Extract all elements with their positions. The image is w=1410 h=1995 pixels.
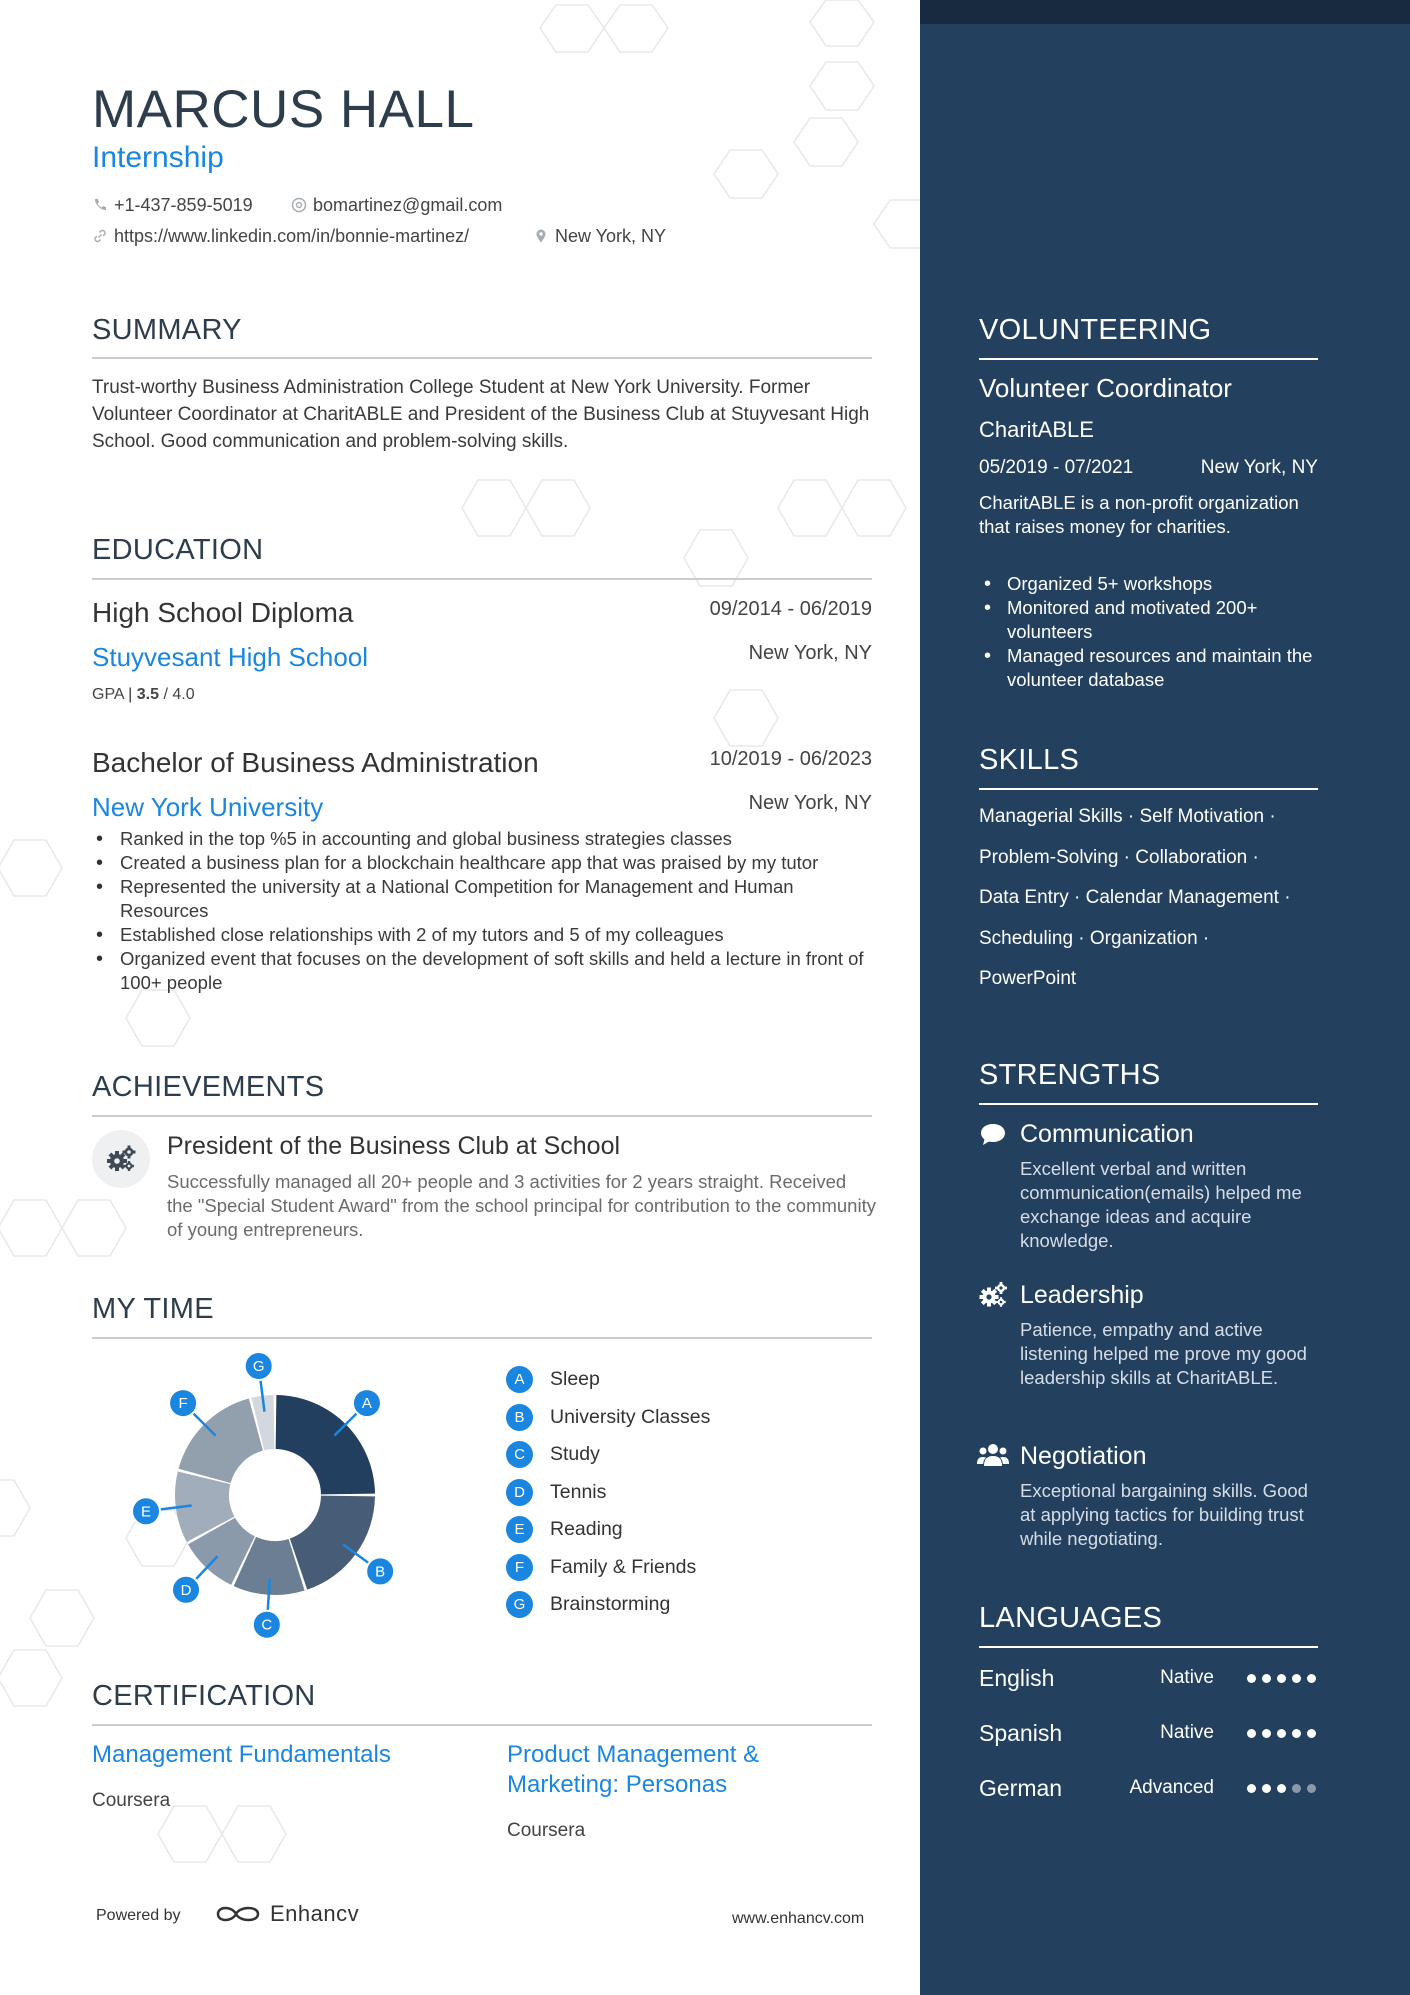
legend-item [506, 1586, 806, 1624]
legend-badge: F [506, 1554, 533, 1581]
speech-bubble-icon [979, 1122, 1007, 1148]
strength-title: Negotiation [1020, 1442, 1147, 1470]
volunteer-org: CharitABLE [979, 417, 1094, 442]
legend-badge: G [506, 1591, 533, 1618]
strength-description: Exceptional bargaining skills. Good at applying tactics for building trust while negotiating. [1020, 1480, 1308, 1549]
volunteer-role: Volunteer Coordinator [979, 373, 1232, 403]
skills-line: Scheduling · Organization · [979, 927, 1210, 949]
phone-contact [92, 193, 253, 217]
donut-slice-b [290, 1496, 375, 1590]
skills-heading: SKILLS [979, 744, 1080, 776]
achievement-description: Successfully managed all 20+ people and 3 activities for 2 years straight. Received the "Special Student Award" from the school principal for contribution to the community of young entrepreneurs. [167, 1171, 876, 1240]
legend-item [506, 1399, 806, 1437]
donut-label-text: A [361, 1395, 372, 1413]
language-name: German [979, 1775, 1063, 1801]
legend-item [506, 1474, 806, 1512]
legend-label: Study [550, 1443, 600, 1466]
skills-line: Managerial Skills · Self Motivation · [979, 806, 1276, 827]
email-text[interactable]: bomartinez@gmail.com [313, 195, 503, 215]
legend-label: Sleep [550, 1368, 600, 1391]
education-dates: 09/2014 - 06/2019 [709, 598, 872, 620]
skills-line: Problem-Solving · Collaboration · [979, 846, 1259, 868]
linkedin-contact [92, 224, 469, 248]
enhancv-logo[interactable] [214, 1901, 359, 1927]
gears-icon [977, 1280, 1009, 1310]
language-level: Native [1160, 1667, 1214, 1688]
volunteering-divider [979, 358, 1318, 360]
email-contact [291, 193, 502, 217]
gpa-label: GPA [92, 686, 124, 703]
sidebar [920, 0, 1410, 1995]
education-dates: 10/2019 - 06/2023 [709, 748, 872, 770]
education-school: New York University [92, 792, 324, 822]
cert-issuer: Coursera [507, 1820, 586, 1841]
language-level: Native [1160, 1722, 1214, 1743]
strength-description: Excellent verbal and written communication(emails) helped me exchange ideas and acquire knowledge. [1020, 1158, 1302, 1251]
language-name: Spanish [979, 1720, 1063, 1746]
location-pin-icon [533, 228, 549, 244]
cert-title: Management Fundamentals [92, 1741, 391, 1768]
legend-label: University Classes [550, 1405, 711, 1428]
list-item: • Organized 5+ workshops [979, 572, 1319, 596]
link-icon [92, 228, 108, 244]
phone-icon [92, 197, 108, 213]
language-rating [1247, 1663, 1316, 1693]
strengths-divider [979, 1103, 1318, 1105]
list-item: • Ranked in the top %5 in accounting and global business strategies classes [92, 827, 882, 851]
time-legend [506, 1361, 806, 1624]
legend-badge: C [506, 1441, 533, 1468]
cert-issuer: Coursera [92, 1790, 171, 1811]
list-item: • Monitored and motivated 200+ volunteers [979, 596, 1319, 644]
skills-line: Data Entry · Calendar Management · [979, 887, 1291, 908]
rating-dot-filled [1262, 1729, 1271, 1738]
strength-title: Communication [1020, 1120, 1194, 1148]
education-degree: High School Diploma [92, 597, 354, 628]
rating-dot-filled [1277, 1674, 1286, 1683]
volunteer-description: CharitABLE is a non-profit organization that raises money for charities. [979, 492, 1299, 537]
legend-label: Tennis [550, 1480, 607, 1503]
donut-label-text: E [141, 1503, 152, 1521]
people-icon [977, 1442, 1009, 1470]
rating-dot-filled [1247, 1729, 1256, 1738]
legend-item [506, 1549, 806, 1587]
my-time-heading: MY TIME [92, 1293, 214, 1325]
strength-description: Patience, empathy and active listening helped me prove my good leadership skills at CharitABLE. [1020, 1319, 1307, 1388]
location-text: New York, NY [555, 226, 667, 246]
rating-dot-filled [1262, 1784, 1271, 1793]
skills-list [979, 797, 1318, 1000]
education-bullets [92, 827, 882, 995]
gpa: GPA | 3.5 / 4.0 [92, 686, 195, 703]
rating-dot-filled [1277, 1729, 1286, 1738]
donut-label-text: G [252, 1358, 265, 1376]
skills-divider [979, 788, 1318, 790]
gpa-max: / 4.0 [163, 686, 195, 703]
education-school: Stuyvesant High School [92, 642, 369, 672]
list-item: • Managed resources and maintain the volunteer database [979, 644, 1319, 692]
education-divider [92, 578, 872, 580]
my-time-divider [92, 1337, 872, 1339]
summary-divider [92, 357, 872, 359]
powered-by-text: Powered by [96, 1907, 181, 1924]
legend-item [506, 1511, 806, 1549]
rating-dot-filled [1247, 1674, 1256, 1683]
rating-dot-filled [1247, 1784, 1256, 1793]
rating-dot-filled [1292, 1674, 1301, 1683]
rating-dot-filled [1307, 1729, 1316, 1738]
education-degree: Bachelor of Business Administration [92, 747, 539, 778]
candidate-name: MARCUS HALL [92, 80, 475, 139]
legend-badge: B [506, 1404, 533, 1431]
legend-badge: A [506, 1366, 533, 1393]
donut-label-text: C [261, 1616, 273, 1634]
languages-heading: LANGUAGES [979, 1602, 1163, 1634]
achievements-divider [92, 1115, 872, 1117]
achievement-title: President of the Business Club at School [167, 1132, 621, 1160]
at-icon [291, 197, 307, 213]
legend-badge: D [506, 1479, 533, 1506]
legend-item [506, 1436, 806, 1474]
strength-title: Leadership [1020, 1281, 1144, 1309]
enhancv-brand: Enhancv [270, 1901, 360, 1926]
location-contact [533, 224, 666, 248]
legend-label: Reading [550, 1518, 623, 1541]
education-location: New York, NY [748, 792, 872, 814]
website-text[interactable]: www.enhancv.com [732, 1910, 865, 1927]
strengths-heading: STRENGTHS [979, 1059, 1161, 1091]
summary-heading: SUMMARY [92, 314, 242, 346]
time-donut-chart [120, 1345, 420, 1645]
language-rating [1247, 1718, 1316, 1748]
linkedin-text[interactable]: https://www.linkedin.com/in/bonnie-martinez/ [114, 226, 470, 246]
rating-dot-empty [1292, 1784, 1301, 1793]
candidate-role: Internship [92, 141, 224, 174]
rating-dot-filled [1277, 1784, 1286, 1793]
volunteering-heading: VOLUNTEERING [979, 314, 1212, 346]
list-item: • Represented the university at a National Competition for Management and Human Resources [92, 875, 882, 923]
rating-dot-filled [1292, 1729, 1301, 1738]
legend-item [506, 1361, 806, 1399]
language-name: English [979, 1665, 1055, 1691]
volunteer-location: New York, NY [1200, 457, 1318, 478]
legend-label: Brainstorming [550, 1593, 671, 1616]
education-location: New York, NY [748, 642, 872, 664]
cert-title: Product Management & Marketing: Personas [507, 1741, 760, 1798]
list-item: • Created a business plan for a blockchain healthcare app that was praised by my tutor [92, 851, 882, 875]
gears-icon [92, 1130, 150, 1188]
volunteer-bullets [979, 572, 1319, 692]
rating-dot-filled [1307, 1674, 1316, 1683]
list-item: • Organized event that focuses on the development of soft skills and held a lecture in front of 100+ people [92, 947, 882, 995]
certification-heading: CERTIFICATION [92, 1680, 316, 1712]
gpa-value: 3.5 [136, 686, 160, 703]
phone-text[interactable]: +1-437-859-5019 [114, 195, 253, 215]
sidebar-top-bar [920, 0, 1410, 24]
donut-label-text: F [178, 1395, 188, 1413]
list-item: • Established close relationships with 2 of my tutors and 5 of my colleagues [92, 923, 882, 947]
certification-divider [92, 1724, 872, 1726]
rating-dot-filled [1262, 1674, 1271, 1683]
legend-badge: E [506, 1516, 533, 1543]
education-heading: EDUCATION [92, 534, 264, 566]
volunteer-dates: 05/2019 - 07/2021 [979, 457, 1134, 478]
rating-dot-empty [1307, 1784, 1316, 1793]
language-rating [1247, 1773, 1316, 1803]
language-level: Advanced [1129, 1777, 1214, 1798]
languages-divider [979, 1646, 1318, 1648]
donut-label-text: D [180, 1581, 192, 1599]
skills-line: PowerPoint [979, 968, 1077, 989]
summary-text: Trust-worthy Business Administration College Student at New York University. Former Volunteer Coordinator at CharitABLE and President of the Business Club at Stuyvesant High School. Good communication and problem-solving skills. [92, 377, 870, 452]
achievements-heading: ACHIEVEMENTS [92, 1071, 325, 1103]
legend-label: Family & Friends [550, 1555, 697, 1578]
achievement-icon-circle [92, 1130, 150, 1188]
enhancv-logo-icon [214, 1902, 262, 1926]
donut-label-text: B [375, 1563, 386, 1581]
